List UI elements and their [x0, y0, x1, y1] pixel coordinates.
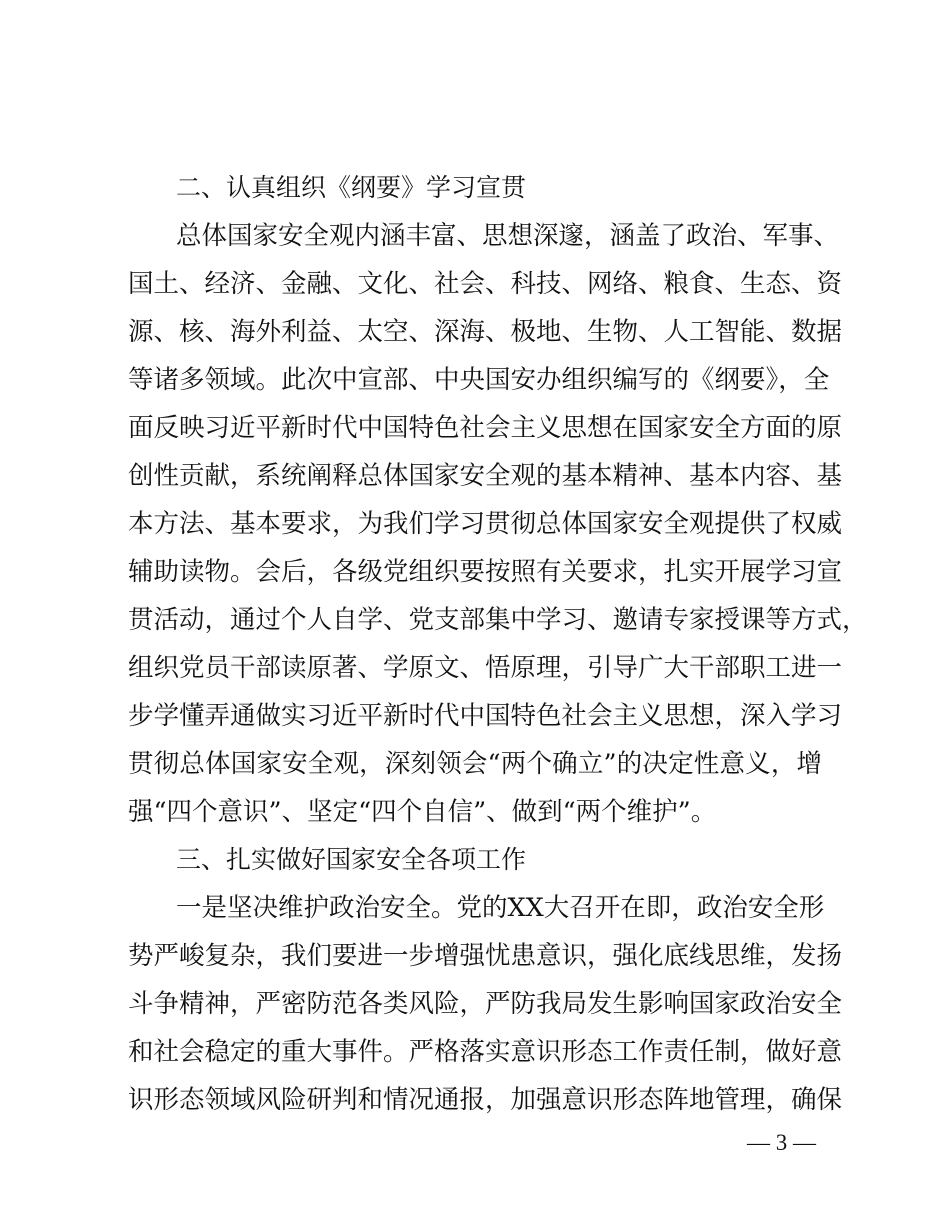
- section-heading: 三、扎实做好国家安全各项工作: [176, 845, 527, 874]
- paragraph-line: 组织党员干部读原著、学原文、悟原理，引导广大干部职工进一: [128, 653, 843, 683]
- paragraph-line: 面反映习近平新时代中国特色社会主义思想在国家安全方面的原: [128, 413, 843, 443]
- paragraph-line: 势严峻复杂，我们要进一步增强忧患意识，强化底线思维，发扬: [128, 941, 843, 971]
- paragraph-line: 辅助读物。会后，各级党组织要按照有关要求，扎实开展学习宣: [128, 557, 843, 587]
- paragraph-line: 一是坚决维护政治安全。党的XX大召开在即，政治安全形: [176, 893, 825, 923]
- paragraph-line: 和社会稳定的重大事件。严格落实意识形态工作责任制，做好意: [128, 1037, 843, 1067]
- paragraph-line: 步学懂弄通做实习近平新时代中国特色社会主义思想，深入学习: [128, 701, 843, 731]
- paragraph-line: 源、核、海外利益、太空、深海、极地、生物、人工智能、数据: [128, 317, 843, 347]
- paragraph-line: 识形态领域风险研判和情况通报，加强意识形态阵地管理，确保: [128, 1085, 843, 1115]
- paragraph-line: 创性贡献，系统阐释总体国家安全观的基本精神、基本内容、基: [128, 461, 843, 491]
- paragraph-line: 国土、经济、金融、文化、社会、科技、网络、粮食、生态、资: [128, 269, 843, 299]
- paragraph-line: 斗争精神，严密防范各类风险，严防我局发生影响国家政治安全: [128, 989, 843, 1019]
- page-number: — 3 —: [747, 1130, 816, 1155]
- paragraph-line: 贯活动，通过个人自学、党支部集中学习、邀请专家授课等方式，: [128, 605, 868, 635]
- paragraph-line: 等诸多领域。此次中宣部、中央国安办组织编写的《纲要》，全: [128, 365, 830, 395]
- paragraph-line: 总体国家安全观内涵丰富、思想深邃，涵盖了政治、军事、: [176, 221, 840, 251]
- paragraph-line: 贯彻总体国家安全观，深刻领会“两个确立”的决定性意义，增: [128, 749, 822, 779]
- paragraph-line: 强“四个意识”、坚定“四个自信”、做到“两个维护”。: [128, 797, 717, 827]
- paragraph-line: 本方法、基本要求，为我们学习贯彻总体国家安全观提供了权威: [128, 509, 843, 539]
- section-heading: 二、认真组织《纲要》学习宣贯: [176, 173, 527, 202]
